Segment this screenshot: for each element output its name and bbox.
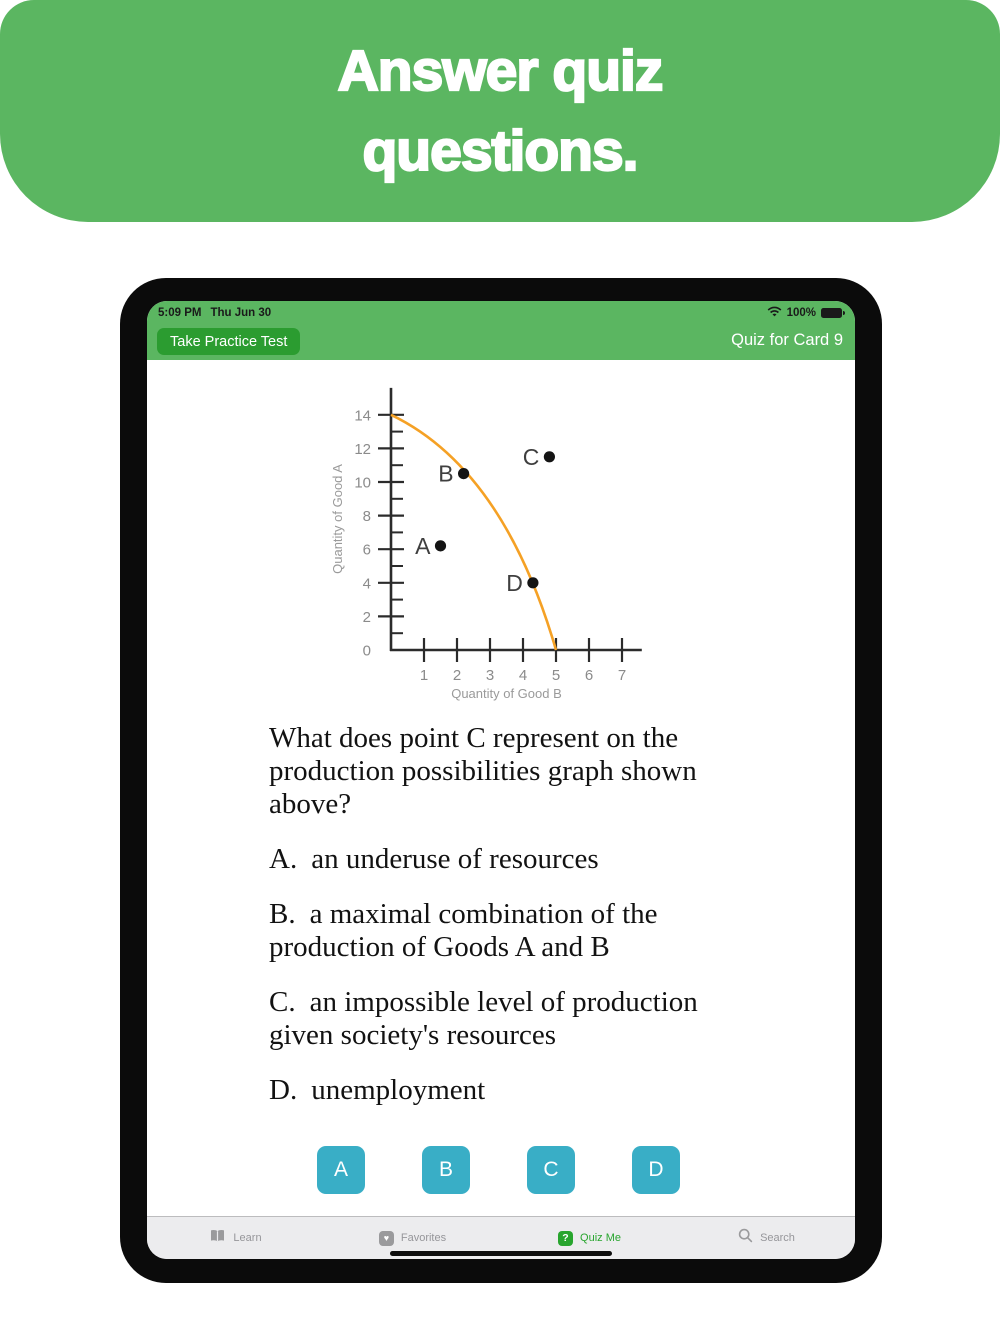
answer-button-a[interactable]: A: [317, 1146, 365, 1194]
search-icon: [738, 1228, 753, 1248]
production-possibilities-chart: [327, 384, 675, 714]
svg-text:4: 4: [362, 575, 371, 593]
svg-text:0: 0: [362, 642, 371, 660]
svg-text:12: 12: [354, 440, 371, 458]
tab-label: Learn: [233, 1232, 262, 1244]
svg-text:3: 3: [485, 667, 495, 684]
svg-text:B: B: [438, 460, 454, 487]
battery-icon: [821, 308, 842, 319]
nav-bar: [147, 325, 855, 360]
answer-button-c[interactable]: C: [527, 1146, 575, 1194]
svg-text:2: 2: [362, 608, 371, 626]
option-text: unemployment: [311, 1074, 486, 1106]
tab-label: Favorites: [400, 1232, 447, 1244]
tab-search[interactable]: [678, 1228, 855, 1248]
option-row-b: [269, 898, 739, 964]
option-key: C.: [269, 986, 296, 1018]
question-mark-icon: ?: [558, 1231, 573, 1246]
tab-learn[interactable]: [147, 1229, 324, 1248]
svg-text:8: 8: [362, 508, 371, 526]
svg-text:6: 6: [362, 541, 371, 559]
option-row-d: [269, 1074, 739, 1107]
question-text: What does point C represent on the production possibilities graph shown above?: [269, 722, 697, 820]
option-key: B.: [269, 898, 296, 930]
option-text: an underuse of resources: [311, 843, 599, 875]
svg-text:1: 1: [419, 667, 429, 684]
top-banner: [0, 0, 1000, 222]
svg-text:14: 14: [354, 407, 371, 425]
svg-text:2: 2: [452, 667, 462, 684]
answer-button-b[interactable]: B: [422, 1146, 470, 1194]
svg-text:6: 6: [584, 667, 594, 684]
svg-text:10: 10: [354, 474, 371, 492]
chart-svg: [327, 384, 675, 714]
home-indicator[interactable]: [390, 1251, 612, 1256]
option-row-c: [269, 986, 739, 1052]
option-text: an impossible level of production given society's resources: [269, 986, 698, 1051]
quiz-title: Quiz for Card 9: [731, 331, 843, 349]
battery-percent: 100%: [786, 307, 816, 319]
svg-text:Quantity of Good B: Quantity of Good B: [451, 686, 562, 701]
svg-text:7: 7: [617, 667, 627, 684]
svg-text:5: 5: [551, 667, 561, 684]
tab-label: Quiz Me: [580, 1232, 621, 1244]
option-key: D.: [269, 1074, 298, 1106]
answer-button-d[interactable]: D: [632, 1146, 680, 1194]
status-bar: [147, 301, 855, 325]
banner-title-line1: Answer quiz: [337, 39, 663, 103]
take-practice-test-button[interactable]: Take Practice Test: [157, 328, 300, 355]
svg-text:4: 4: [518, 667, 528, 684]
option-text: a maximal combination of the production of Goods A and B: [269, 898, 658, 963]
tab-quiz-me[interactable]: [501, 1231, 678, 1246]
ipad-frame: [120, 278, 882, 1283]
banner-title-line2: questions.: [362, 119, 638, 183]
question-block: [269, 722, 739, 1107]
status-time: 5:09 PM: [158, 307, 202, 319]
status-date: Thu Jun 30: [210, 307, 272, 319]
book-icon: [209, 1229, 226, 1248]
tab-favorites[interactable]: [324, 1231, 501, 1246]
quiz-content: [147, 360, 855, 1217]
svg-text:C: C: [522, 443, 540, 470]
wifi-icon: [767, 306, 782, 320]
option-key: A.: [269, 843, 298, 875]
svg-text:Quantity of Good A: Quantity of Good A: [330, 464, 345, 574]
answer-button-row: [317, 1146, 855, 1194]
tab-label: Search: [760, 1232, 795, 1244]
option-row-a: [269, 843, 739, 876]
heart-icon: ♥: [379, 1231, 394, 1246]
svg-text:A: A: [415, 532, 431, 559]
svg-text:D: D: [506, 569, 523, 596]
app-screen: [147, 301, 855, 1259]
